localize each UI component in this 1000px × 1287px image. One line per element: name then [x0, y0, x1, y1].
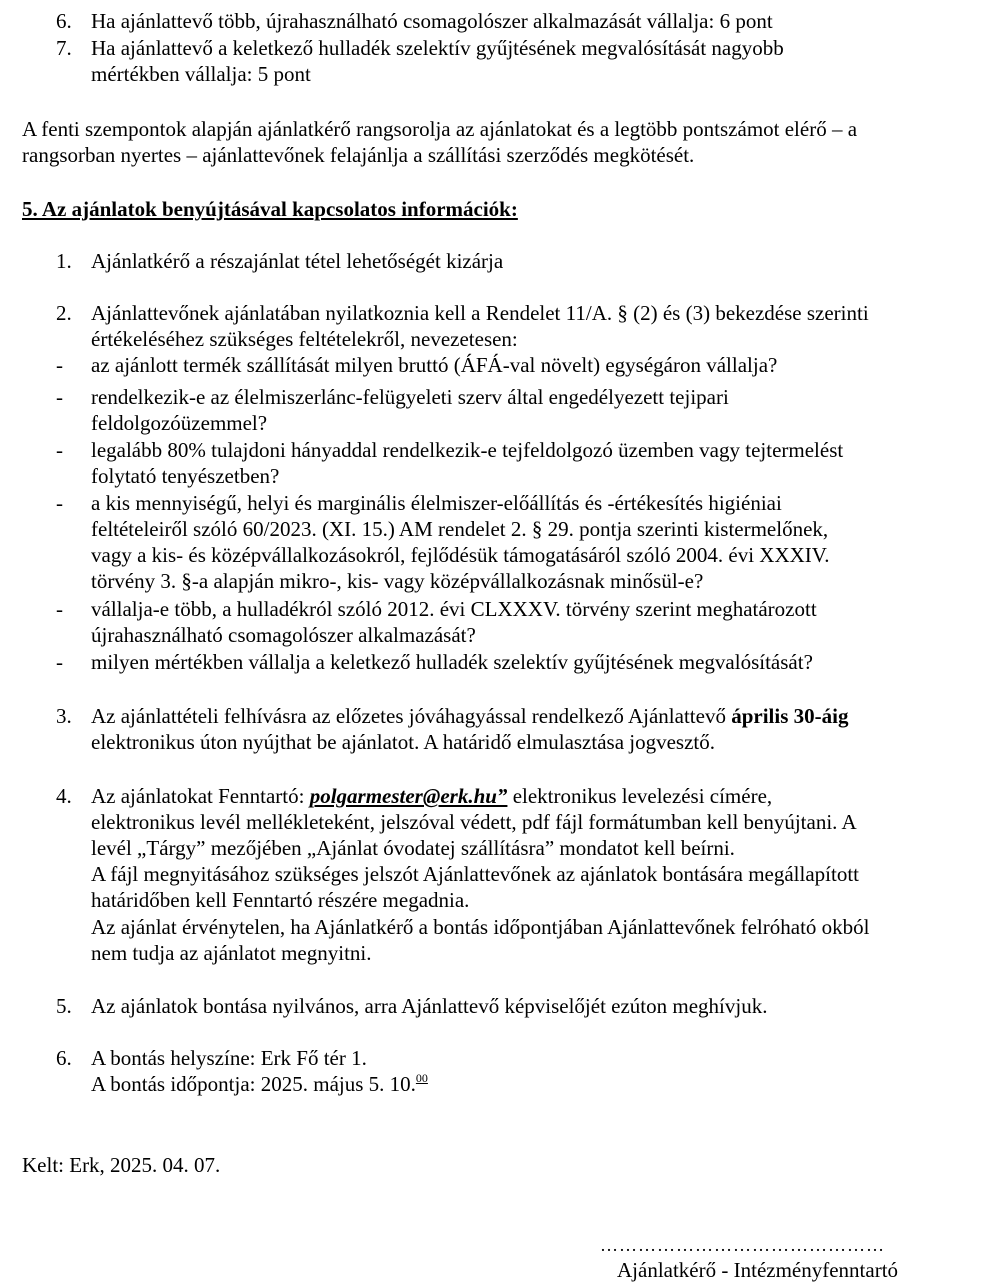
list-number: 7.	[56, 36, 72, 60]
signature-label: Ajánlatkérő - Intézményfenntartó	[617, 1258, 899, 1282]
list-item-text: elektronikus levél mellékleteként, jelszóval védett, pdf fájl formátumban kell benyújtani. A	[91, 810, 857, 834]
opening-time: A bontás időpontja: 2025. május 5. 10.	[91, 1072, 416, 1096]
bullet-text: feltételeiről szóló 60/2023. (XI. 15.) AM rendelet 2. § 29. pontja szerinti kistermelőnek,	[91, 517, 829, 541]
list-item-text	[91, 783, 772, 809]
list-item-text	[91, 1071, 428, 1100]
list-item-text	[91, 703, 848, 729]
list-number: 4.	[56, 784, 72, 808]
email-link[interactable]: polgarmester@erk.hu”	[309, 784, 508, 808]
bullet-text: törvény 3. §-a alapján mikro-, kis- vagy középvállalkozásnak minősül-e?	[91, 569, 704, 593]
list-item-text: Az ajánlat érvénytelen, ha Ajánlatkérő a bontás időpontjában Ajánlattevőnek felróható okból	[91, 915, 870, 939]
list-number: 3.	[56, 704, 72, 728]
bullet-text: folytató tenyészetben?	[91, 464, 280, 488]
time-minutes-superscript: 00	[415, 1071, 428, 1085]
bullet-text: feldolgozóüzemmel?	[91, 411, 268, 435]
bullet-text: vagy a kis- és középvállalkozásokról, fejlődésük támogatásáról szóló 2004. évi XXXIV.	[91, 543, 830, 567]
paragraph-line: rangsorban nyertes – ajánlattevőnek felajánlja a szállítási szerződés megkötését.	[22, 143, 695, 167]
bullet-dash: -	[56, 597, 63, 621]
list-item-text: Az ajánlatok bontása nyilvános, arra Ajánlattevő képviselőjét ezúton meghívjuk.	[91, 994, 768, 1018]
bullet-text: a kis mennyiségű, helyi és marginális élelmiszer-előállítás és -értékesítés higiéniai	[91, 491, 782, 515]
item4-text: elektronikus levelezési címére,	[507, 784, 773, 808]
item4-text: Az ajánlatokat Fenntartó:	[91, 784, 310, 808]
list-item-text: A fájl megnyitásához szükséges jelszót Ajánlattevőnek az ajánlatok bontására megállapított	[91, 862, 859, 886]
list-item-text: A bontás helyszíne: Erk Fő tér 1.	[91, 1046, 367, 1070]
date-line: Kelt: Erk, 2025. 04. 07.	[22, 1153, 221, 1177]
bullet-dash: -	[56, 650, 63, 674]
bullet-text: milyen mértékben vállalja a keletkező hulladék szelektív gyűjtésének megvalósítását?	[91, 650, 813, 674]
list-item-text: nem tudja az ajánlatot megnyitni.	[91, 941, 372, 965]
section-heading: 5. Az ajánlatok benyújtásával kapcsolatos információk:	[22, 197, 518, 221]
bullet-dash: -	[56, 353, 63, 377]
signature-line: ………………………………………	[600, 1235, 885, 1255]
bullet-text: újrahasználható csomagolószer alkalmazását?	[91, 623, 476, 647]
list-item-text: Ha ajánlattevő a keletkező hulladék szelektív gyűjtésének megvalósítását nagyobb	[91, 36, 784, 60]
bullet-text: az ajánlott termék szállítását milyen bruttó (ÁFÁ-val növelt) egységáron vállalja?	[91, 353, 778, 377]
bullet-text: rendelkezik-e az élelmiszerlánc-felügyeleti szerv által engedélyezett tejipari	[91, 385, 729, 409]
deadline-bold: április 30-áig	[731, 704, 849, 728]
list-number: 2.	[56, 301, 72, 325]
list-number: 5.	[56, 994, 72, 1018]
list-item-text: Ajánlatkérő a részajánlat tétel lehetőségét kizárja	[91, 249, 504, 273]
list-item-text: értékeléséhez szükséges feltételekről, nevezetesen:	[91, 327, 518, 351]
bullet-dash: -	[56, 438, 63, 462]
item3-text: Az ajánlattételi felhívásra az előzetes jóváhagyással rendelkező Ajánlattevő	[91, 704, 732, 728]
list-item-text: elektronikus úton nyújthat be ajánlatot. A határidő elmulasztása jogvesztő.	[91, 730, 716, 754]
bullet-text: legalább 80% tulajdoni hányaddal rendelkezik-e tejfeldolgozó üzemben vagy tejtermelést	[91, 438, 844, 462]
list-item-text: levél „Tárgy” mezőjében „Ajánlat óvodatej szállításra” mondatot kell beírni.	[91, 836, 735, 860]
list-number: 6.	[56, 9, 72, 33]
paragraph-line: A fenti szempontok alapján ajánlatkérő rangsorolja az ajánlatokat és a legtöbb pontszámot elérő – a	[22, 117, 858, 141]
list-item-text: határidőben kell Fenntartó részére megadnia.	[91, 888, 470, 912]
list-item-text: Ajánlattevőnek ajánlatában nyilatkoznia kell a Rendelet 11/A. § (2) és (3) bekezdése szerinti	[91, 301, 869, 325]
list-number: 6.	[56, 1046, 72, 1070]
bullet-dash: -	[56, 385, 63, 409]
bullet-dash: -	[56, 491, 63, 515]
list-number: 1.	[56, 249, 72, 273]
list-item-text: mértékben vállalja: 5 pont	[91, 62, 311, 86]
list-item-text: Ha ajánlattevő több, újrahasználható csomagolószer alkalmazását vállalja: 6 pont	[91, 9, 773, 33]
bullet-text: vállalja-e több, a hulladékról szóló 2012. évi CLXXXV. törvény szerint meghatározott	[91, 597, 817, 621]
